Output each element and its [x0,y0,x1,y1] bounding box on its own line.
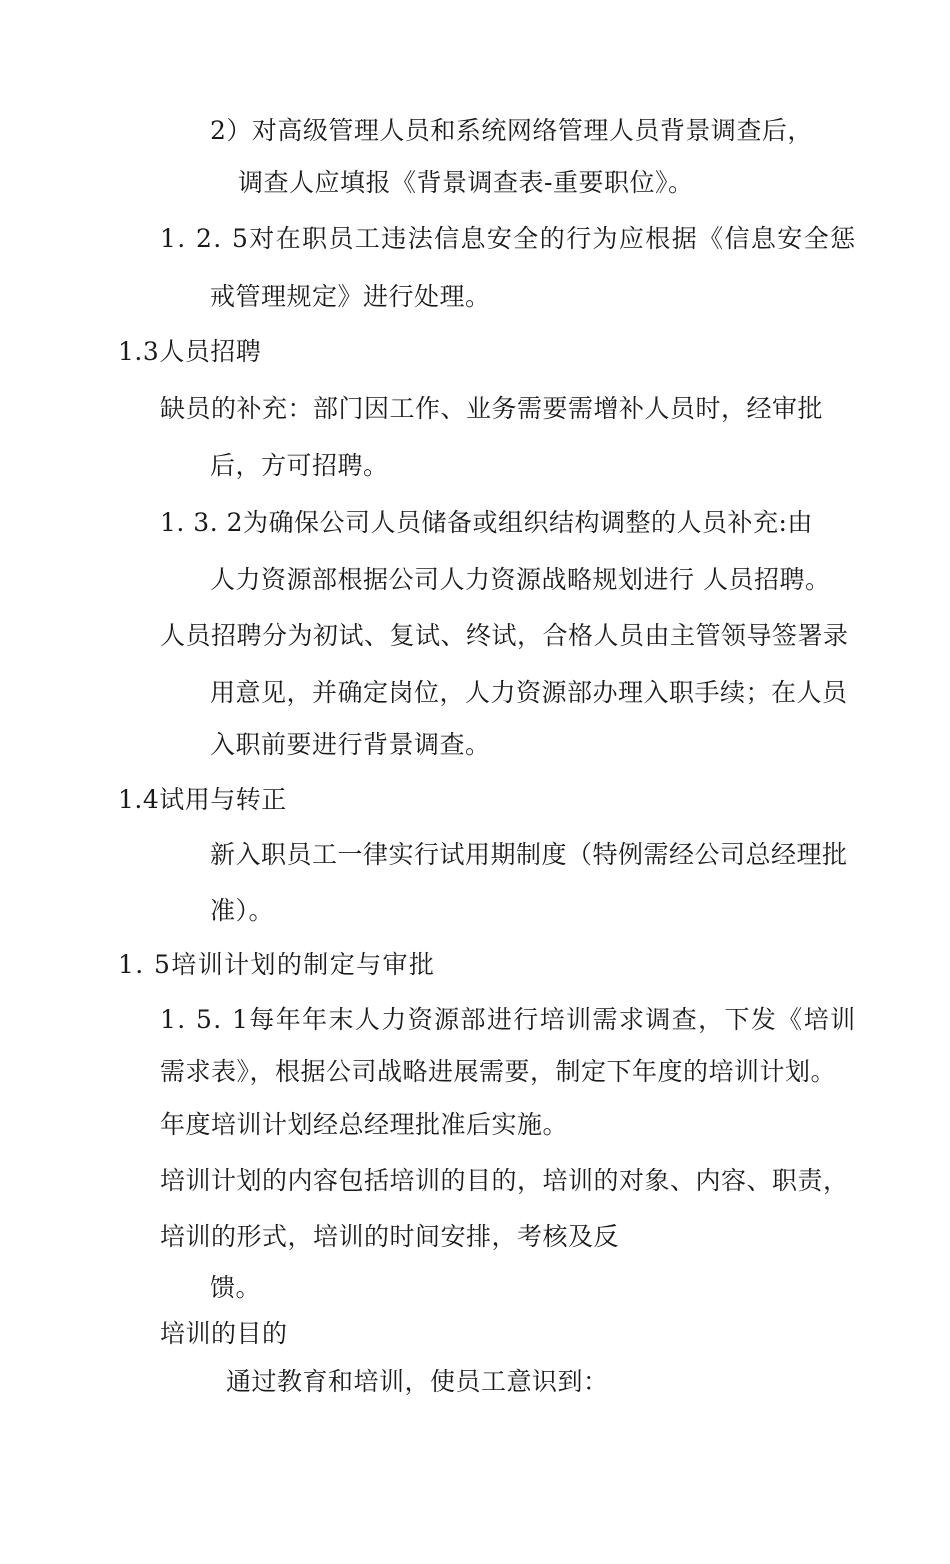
section-heading-1-5-1: 1. 5. 1每年年末人力资源部进行培训需求调查，下发《培训 [160,1005,857,1034]
paragraph-line: 培训计划的内容包括培训的目的，培训的对象、内容、职责， [160,1166,849,1195]
paragraph-line: 年度培训计划经总经理批准后实施。 [160,1110,569,1139]
paragraph-line: 人员招聘分为初试、复试、终试，合格人员由主管领导签署录 [160,621,849,650]
paragraph-line: 用意见，并确定岗位，人力资源部办理入职手续；在人员 [210,678,848,707]
paragraph-line: 通过教育和培训，使员工意识到： [226,1367,609,1396]
paragraph-line: 需求表》，根据公司战略进展需要，制定下年度的培训计划。 [160,1057,837,1086]
section-heading-1-3: 1.3人员招聘 [118,337,262,366]
subheading: 培训的目的 [160,1319,288,1348]
paragraph-line: 后，方可招聘。 [210,451,389,480]
section-heading-1-4: 1.4试用与转正 [118,785,287,814]
paragraph-line: 2）对高级管理人员和系统网络管理人员背景调查后， [210,116,813,145]
section-heading-1-5: 1. 5培训计划的制定与审批 [118,950,436,979]
paragraph-line: 缺员的补充：部门因工作、业务需要需增补人员时，经审批 [160,394,824,423]
paragraph-line: 准）。 [210,896,275,925]
paragraph-line: 入职前要进行背景调查。 [210,730,491,759]
paragraph-line: 馈。 [210,1273,262,1302]
paragraph-line: 培训的形式，培训的时间安排，考核及反 [160,1222,620,1251]
paragraph-line: 人力资源部根据公司人力资源战略规划进行 人员招聘。 [210,565,831,594]
paragraph-line: 戒管理规定》进行处理。 [210,282,491,311]
paragraph-line: 调查人应填报《背景调查表-重要职位》。 [238,168,694,197]
section-heading-1-3-2: 1. 3. 2为确保公司人员储备或组织结构调整的人员补充:由 [160,508,813,537]
paragraph-line: 新入职员工一律实行试用期制度（特例需经公司总经理批 [210,840,848,869]
section-heading-1-2-5: 1. 2. 5对在职员工违法信息安全的行为应根据《信息安全惩 [160,224,857,253]
